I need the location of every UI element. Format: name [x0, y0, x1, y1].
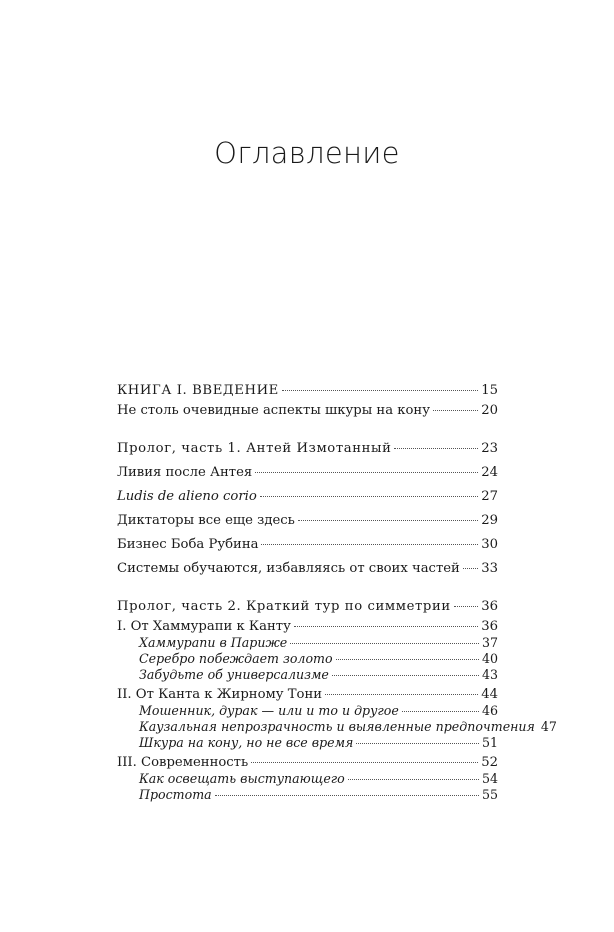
toc-entry-title: Каузальная непрозрачность и выявленные предпочтения [139, 719, 535, 734]
leader-dots [261, 543, 478, 545]
toc-entry-title: Пролог, часть 1. Антей Измотанный [117, 441, 392, 456]
toc-entry [117, 755, 498, 771]
toc-entry-page: 33 [481, 561, 498, 576]
toc-entry [117, 619, 498, 635]
leader-dots [260, 495, 478, 497]
leader-dots [325, 693, 478, 695]
toc-entry [117, 383, 498, 399]
leader-dots [251, 761, 478, 763]
toc-subentry [117, 735, 498, 751]
toc-subentry [117, 787, 498, 803]
toc-entry-title: Ливия после Антея [117, 465, 253, 480]
leader-dots [215, 794, 479, 796]
toc-entry-page: 29 [481, 513, 498, 528]
toc-entry-title: Как освещать выступающего [139, 771, 345, 786]
toc-entry-title: КНИГА I. ВВЕДЕНИЕ [117, 383, 279, 398]
toc-entry-page: 55 [481, 787, 498, 802]
toc-subentry [117, 719, 557, 735]
toc-entry [117, 687, 498, 703]
toc-entry [117, 537, 498, 553]
toc-subentry [117, 667, 498, 683]
toc-entry-page: 44 [481, 687, 498, 702]
toc-entry [117, 599, 498, 615]
leader-dots [402, 710, 479, 712]
toc-entry-title: III. Современность [117, 755, 249, 770]
toc-entry-page: 20 [481, 403, 498, 418]
leader-dots [433, 409, 478, 411]
leader-dots [454, 605, 478, 607]
leader-dots [463, 567, 478, 569]
toc-entry [117, 489, 498, 505]
leader-dots [348, 778, 479, 780]
toc-entry-page: 46 [481, 703, 498, 718]
leader-dots [394, 447, 478, 449]
table-of-contents [117, 383, 557, 803]
leader-dots [336, 658, 479, 660]
toc-entry-title: Не столь очевидные аспекты шкуры на кону [117, 403, 430, 418]
leader-dots [294, 625, 478, 627]
toc-entry-title: Хаммурапи в Париже [139, 635, 288, 650]
toc-subentry [117, 635, 498, 651]
toc-entry-page: 40 [481, 651, 498, 666]
leader-dots [332, 674, 479, 676]
toc-entry-title: Мошенник, дурак — или и то и другое [139, 703, 399, 718]
toc-entry-page: 24 [481, 465, 498, 480]
toc-entry-title: Системы обучаются, избавляясь от своих частей [117, 561, 460, 576]
toc-entry-title: Бизнес Боба Рубина [117, 537, 259, 552]
toc-entry-title: Диктаторы все еще здесь [117, 513, 295, 528]
toc-entry-title: Ludis de alieno corio [117, 489, 257, 504]
toc-entry-title: I. От Хаммурапи к Канту [117, 619, 291, 634]
toc-entry-page: 51 [481, 735, 498, 750]
toc-subentry [117, 651, 498, 667]
toc-entry-title: Шкура на кону, но не все время [139, 735, 354, 750]
toc-entry-page: 47 [540, 719, 557, 734]
toc-entry [117, 513, 498, 529]
toc-entry-title: Простота [139, 787, 212, 802]
leader-dots [282, 389, 478, 391]
toc-entry-page: 54 [481, 771, 498, 786]
toc-subentry [117, 771, 498, 787]
toc-entry-title: Серебро побеждает золото [139, 651, 333, 666]
toc-entry-page: 37 [481, 635, 498, 650]
leader-dots [298, 519, 478, 521]
toc-subentry [117, 703, 498, 719]
toc-entry [117, 465, 498, 481]
toc-entry-page: 43 [481, 667, 498, 682]
toc-entry [117, 403, 498, 419]
toc-entry-page: 30 [481, 537, 498, 552]
leader-dots [255, 471, 478, 473]
toc-entry-page: 52 [481, 755, 498, 770]
toc-entry-page: 15 [481, 383, 498, 398]
toc-entry-title: II. От Канта к Жирному Тони [117, 687, 323, 702]
toc-entry-page: 36 [481, 599, 498, 614]
toc-entry [117, 561, 498, 577]
toc-entry-page: 36 [481, 619, 498, 634]
toc-entry-title: Забудьте об универсализме [139, 667, 329, 682]
toc-entry-page: 27 [481, 489, 498, 504]
toc-entry-title: Пролог, часть 2. Краткий тур по симметрии [117, 599, 451, 614]
leader-dots [290, 642, 479, 644]
leader-dots [356, 742, 479, 744]
toc-entry [117, 441, 498, 457]
toc-entry-page: 23 [481, 441, 498, 456]
page-title: Оглавление [214, 136, 400, 170]
